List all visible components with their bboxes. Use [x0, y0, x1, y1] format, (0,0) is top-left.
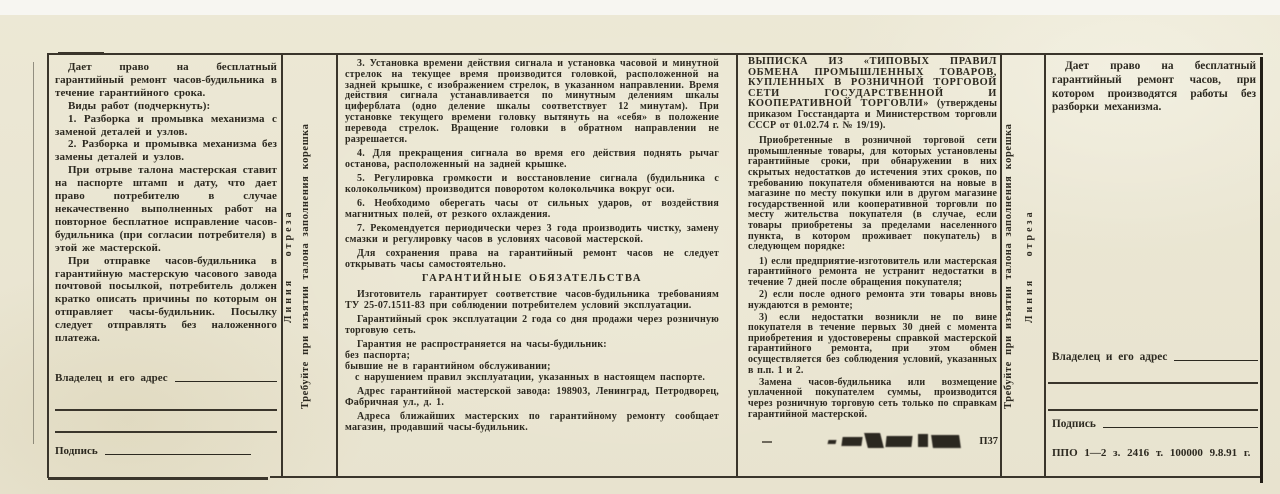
exchange-rules-extract-column [748, 57, 997, 424]
ink-dash [762, 441, 772, 443]
instruction-item-6: 6. Необходимо оберегать часы от сильных ударов, от воздействия магнитных полей, от резкого охлаждения. [345, 198, 719, 220]
owner-address-row [55, 372, 277, 384]
warranty-obligations-heading: ГАРАНТИЙНЫЕ ОБЯЗАТЕЛЬСТВА [421, 273, 643, 285]
extract-paragraph-2: Замена часов-будильника или возмещение уплаченной покупателем суммы, производится через розничную торговую сеть только по справкам гарантийной мастерской. [748, 376, 997, 420]
right-page-edge-border [1260, 57, 1263, 483]
blank-line [55, 431, 277, 433]
ink-mark [885, 436, 912, 447]
service-address: Адрес гарантийной мастерской завода: 198903, Ленинград, Петродворец, Фабричная ул., д. 1. [345, 386, 719, 408]
coupon-intro: Дает право на бесплатный гарантийный ремонт часов, при котором производятся работы без разборки механизма. [1052, 60, 1256, 114]
cut-line-label-right: Линия отреза [1024, 209, 1035, 323]
instruction-item-7: 7. Рекомендуется периодически через 3 года производить чистку, замену смазки и регулировку часов в условиях часовой мастерской. [345, 223, 719, 245]
cut-line-label-left: Линия отреза [283, 209, 294, 323]
coupon-terms: При отрыве талона мастерская ставит на паспорте штамп и дату, что дает право потребителю в случае некачественно выполненных работ на повторное бесплатное исправление часов-будильника (при согласии потребителя) в этой же мастерской. [55, 164, 277, 254]
signature-label: Подпись [55, 445, 98, 457]
blank-line [175, 381, 277, 382]
extract-condition-3: 3) если недостатки возникли не по вине покупателя в течение первых 30 дней с момента приобретения и удостоверены справкой мастерской гарантийного ремонта, при этом обмен осуществляется без соблюдения условий, указанных в п.п. 1 и 2. [748, 311, 997, 376]
illegible-ink-stamp [828, 431, 998, 457]
extract-column-left-border [736, 54, 738, 478]
blank-line [1048, 382, 1258, 384]
do-not-open-note: Для сохранения права на гарантийный ремонт часов не следует открывать часы самостоятельно. [345, 248, 719, 271]
bottom-border-heavy [48, 477, 268, 480]
ink-mark [828, 440, 837, 444]
blank-line [55, 409, 277, 411]
blank-line [105, 454, 251, 455]
extract-title-rest: (утверждены приказом Госстандарта и Министерством торговли СССР от 01.02.74 г. № 19/19). [748, 98, 997, 131]
ink-mark [841, 437, 862, 446]
left-coupon-left-border [47, 54, 49, 478]
bottom-border [270, 476, 1261, 478]
nearest-workshops-note: Адреса ближайших мастерских по гарантийному ремонту сообщает магазин, продавший часы-будильник. [345, 411, 719, 433]
top-border-ink-blob [58, 52, 104, 55]
warranty-coupon-left [55, 61, 277, 345]
print-run-imprint: ППО 1—2 з. 2416 т. 100000 9.8.91 г. [1052, 447, 1251, 459]
ink-mark [864, 433, 884, 448]
warranty-paragraph-1: Изготовитель гарантирует соответствие часов-будильника требованиям ТУ 25-07.1511-83 при соблюдении потребителем условий эксплуатации. [345, 289, 719, 311]
extract-title [748, 57, 997, 131]
instructions-column [345, 59, 719, 437]
instruction-item-4: 4. Для прекращения сигнала во время его действия поднять рычаг останова, расположенный на задней крышке. [345, 147, 719, 170]
work-type-2: 2. Разборка и промывка механизма без замены деталей и узлов. [55, 138, 277, 164]
extract-condition-2: 2) если после одного ремонта эти товары вновь нуждаются в ремонте; [748, 288, 997, 311]
signature-label: Подпись [1052, 418, 1096, 430]
extract-column-right-border [1000, 54, 1002, 478]
exclusion-rules-violation: с нарушением правил эксплуатации, указанных в настоящем паспорте. [355, 371, 706, 383]
page-edge-line [33, 62, 34, 444]
warranty-coupon-right [1052, 60, 1256, 115]
owner-address-label: Владелец и его адрес [1052, 351, 1168, 363]
top-border [47, 53, 1263, 55]
ink-mark [931, 435, 961, 448]
extract-title-caps: ВЫПИСКА ИЗ «ТИПОВЫХ ПРАВИЛ ОБМЕНА ПРОМЫШЛЕННЫХ ТОВАРОВ, КУПЛЕННЫХ В РОЗНИЧНОЙ ТОРГОВОЙ СЕТИ ГОСУДАРСТВЕННОЙ И КООПЕРАТИВНОЙ ТОРГОВЛИ» [748, 56, 997, 110]
work-type-1: 1. Разборка и промывка механизма с заменой деталей и узлов. [55, 112, 277, 138]
extract-paragraph-1: Приобретенные в розничной торговой сети промышленные товары, для которых установлены гарантийные сроки, при обнаружении в них скрытых недостатков до истечения этих сроков, по требованию покупателя обмениваются на новые в магазине по месту покупки или в другом магазине государственной или кооперативной торговли по месту жительства покупателя (в случае, если товары приобретены за пределами населенного пункта, в котором проживает покупатель) в следующем порядке: [748, 135, 997, 253]
instruction-item-3: 3. Установка времени действия сигнала и установка часовой и минутной стрелок на текущее время производится головкой, расположенной на задней крышке, с изображением стрелок, в указанном направлении. Время действия сигнала устанавливается по минутным делениям шкалы циферблата (одно деление шкалы соответствует 12 минутам). При установке текущего времени головку вытянуть на «себя» в положение перевода стрелок. Вращение головки в обратном направлении не разрешается. [345, 58, 719, 145]
instruction-item-5: 5. Регулировка громкости и восстановление сигнала (будильника с колокольчиком) производится поворотом колокольчика вокруг оси. [345, 172, 719, 195]
exclusion-no-passport: без паспорта; [345, 350, 410, 362]
warranty-paragraph-2: Гарантийный срок эксплуатации 2 года со дня продажи через розничную торговую сеть. [345, 314, 719, 337]
coupon-intro: Дает право на бесплатный гарантийный ремонт часов-будильника в течение гарантийного срока. [55, 61, 277, 99]
owner-address-label: Владелец и его адрес [55, 372, 168, 384]
ink-mark [918, 434, 928, 447]
blank-line [1048, 409, 1258, 411]
extract-condition-1: 1) если предприятие-изготовитель или мастерская гарантийного ремонта не устранит недостатки в течение 7 дней после обращения покупателя; [748, 255, 997, 288]
middle-column-left-border [336, 54, 338, 478]
stub-notice-label-right: Требуйте при изъятии талона заполнения корешка [1003, 123, 1014, 409]
stamp-code: П37 [979, 436, 998, 447]
work-types-label: Виды работ (подчеркнуть): [68, 99, 211, 112]
blank-line [1103, 427, 1258, 428]
blank-line [1174, 360, 1258, 361]
exclusion-not-serviced: бывшие не в гарантийном обслуживании; [345, 360, 551, 372]
stub-notice-label-left: Требуйте при изъятии талона заполнения корешка [300, 123, 311, 409]
warranty-exclusions-intro: Гарантия не распространяется на часы-будильник: [357, 339, 607, 351]
signature-row [1052, 418, 1258, 430]
coupon-shipping-note: При отправке часов-будильника в гарантийную мастерскую часового завода почтовой посылкой, потребитель должен кратко описать причины по которым он отправляет часы-будильник. Посылку следует отправлять без наложенного платежа. [55, 254, 277, 345]
signature-row [55, 445, 251, 457]
right-coupon-left-border [1044, 54, 1046, 478]
owner-address-row [1052, 351, 1258, 363]
scanner-edge [0, 0, 1280, 15]
